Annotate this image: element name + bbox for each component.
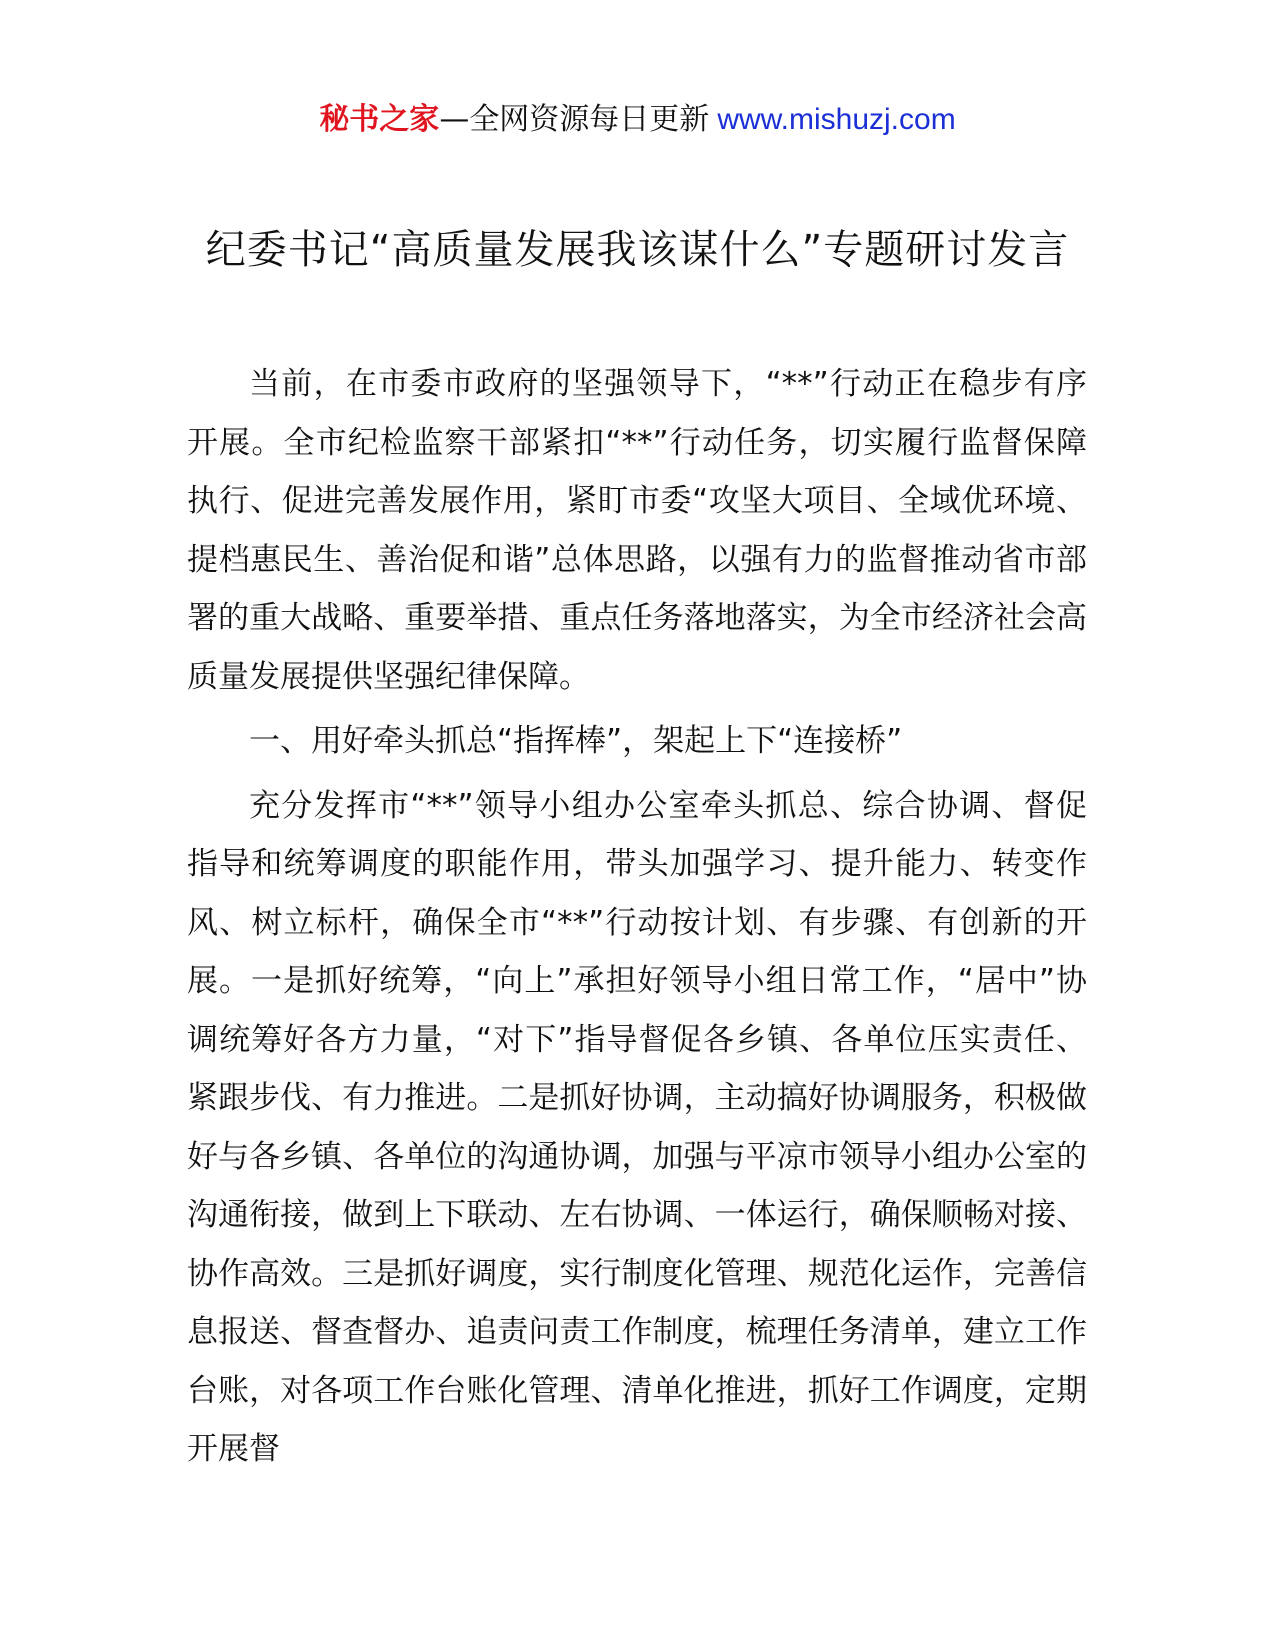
site-tagline: —全网资源每日更新 (439, 102, 710, 137)
section-heading-1: 一、用好牵头抓总“指挥棒”，架起上下“连接桥” (249, 723, 903, 759)
site-brand: 秘书之家 (319, 102, 440, 137)
site-url-link[interactable]: www.mishuzj.com (717, 103, 956, 136)
intro-paragraph: 当前，在市委市政府的坚强领导下，“**”行动正在稳步有序开展。全市纪检监察干部紧扣“**”行动任务，切实履行监督保障执行、促进完善发展作用，紧盯市委“攻坚大项目、全域优环境、提档惠民生、善治促和谐”总体思路，以强有力的监督推动省市部署的重大战略、重要举措、重点任务落地落实，为全市经济社会高质量发展提供坚强纪律保障。 (187, 366, 1087, 695)
document-title: 纪委书记“高质量发展我该谋什么”专题研讨发言 (205, 227, 1070, 273)
document-body (187, 355, 1087, 1479)
section-1-paragraph: 充分发挥市“**”领导小组办公室牵头抓总、综合协调、督促指导和统筹调度的职能作用，带头加强学习、提升能力、转变作风、树立标杆，确保全市“**”行动按计划、有步骤、有创新的开展。一是抓好统筹，“向上”承担好领导小组日常工作，“居中”协调统筹好各方力量，“对下”指导督促各乡镇、各单位压实责任、紧跟步伐、有力推进。二是抓好协调，主动搞好协调服务，积极做好与各乡镇、各单位的沟通协调，加强与平凉市领导小组办公室的沟通衔接，做到上下联动、左右协调、一体运行，确保顺畅对接、协作高效。三是抓好调度，实行制度化管理、规范化运作，完善信息报送、督查督办、追责问责工作制度，梳理任务清单，建立工作台账，对各项工作台账化管理、清单化推进，抓好工作调度，定期开展督 (187, 787, 1087, 1467)
site-header (0, 100, 1275, 140)
